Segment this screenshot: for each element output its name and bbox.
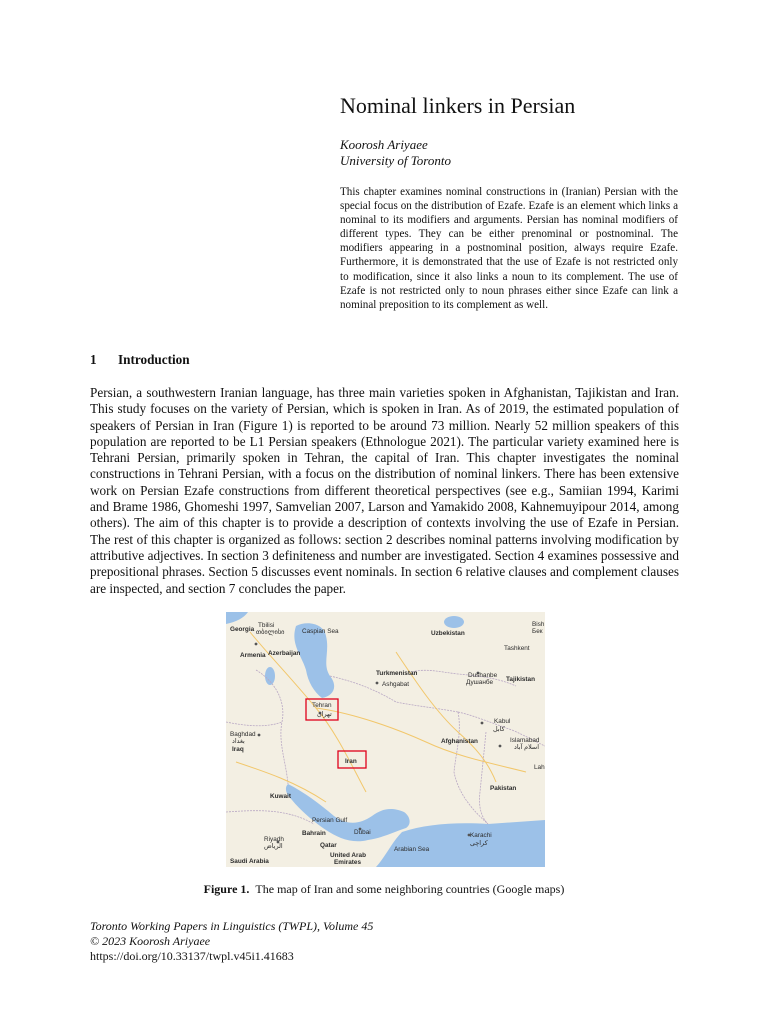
figure-caption-text: The map of Iran and some neighboring countries (Google maps) bbox=[255, 882, 565, 896]
label-uae-line2: Emirates bbox=[334, 859, 361, 866]
author-block bbox=[340, 137, 451, 169]
label-bek: Бек bbox=[532, 628, 543, 635]
label-islamabad: Islamabad bbox=[510, 737, 540, 744]
label-azerbaijan: Azerbaijan bbox=[268, 650, 301, 657]
label-kabul-native: کابل bbox=[493, 726, 505, 733]
section-title: Introduction bbox=[118, 352, 190, 367]
label-islamabad-native: اسلام آباد bbox=[514, 744, 540, 751]
label-armenia: Armenia bbox=[240, 652, 266, 659]
label-caspian: Caspian Sea bbox=[302, 628, 339, 635]
label-saudi-arabia: Saudi Arabia bbox=[230, 858, 269, 865]
label-turkmenistan: Turkmenistan bbox=[376, 670, 418, 677]
label-karachi: Karachi bbox=[470, 832, 492, 839]
paper-title: Nominal linkers in Persian bbox=[340, 93, 576, 118]
label-dushanbe-native: Душанбе bbox=[466, 679, 494, 686]
label-tajikistan: Tajikistan bbox=[506, 676, 536, 683]
label-dushanbe: Dushanbe bbox=[468, 672, 498, 679]
label-qatar: Qatar bbox=[320, 842, 337, 849]
label-karachi-native: کراچی bbox=[470, 840, 488, 847]
abstract: This chapter examines nominal constructions in (Iranian) Persian with the special focus on the distribution of Ezafe. Ezafe is an element which links a nominal to its modifiers and arguments. Persian has nominal modifiers of different types. They can be either prenominal or postnominal. The modifiers appearing in a postnominal position, always require Ezafe. Furthermore, it is demonstrated that the use of Ezafe is not restricted only to modification, since it also links a noun to its complement. The use of Ezafe is not restricted only to noun phrases either since Ezafe can link a nominal preposition to its complement as well. bbox=[340, 186, 678, 311]
label-tbilisi-native: თბილისი bbox=[256, 629, 285, 636]
label-lah: Lah bbox=[534, 764, 545, 771]
map-figure bbox=[226, 612, 545, 867]
label-bahrain: Bahrain bbox=[302, 830, 326, 837]
introduction-paragraph: Persian, a southwestern Iranian language, has three main varieties spoken in Afghanistan, Tajikistan and Iran. This study focuses on the variety of Persian, which is spoken in Iran. As of 2019, the estimated population of speakers of Persian in Iran (Figure 1) is reported to be around 73 million. Nearly 52 million speakers of this population are reported to be L1 Persian speakers (Ethnologue 2021). The particular variety examined here is Tehrani Persian, primarily spoken in Tehran, the capital of Iran. This chapter investigates the nominal constructions in Tehrani Persian, with a focus on the distribution of nominal linkers. There has been extensive work on Persian Ezafe constructions from different theoretical perspectives (see e.g., Samiian 1994, Karimi and Brame 1986, Ghomeshi 1997, Samvelian 2007, Larson and Yamakido 2008, Kahnemuyipour 2014, among others). The aim of this chapter is to provide a description of contexts involving the use of Ezafe in Persian. The rest of this chapter is organized as follows: section 2 describes nominal patterns involving modification by attributive adjectives. In section 3 definiteness and number are investigated. Section 4 examines possessive and prepositional phrases. Section 5 discusses event nominals. In section 6 relative clauses and complement clauses are inspected, and section 7 concludes the paper. bbox=[90, 385, 679, 596]
label-baghdad-native: بغداد bbox=[232, 738, 245, 745]
section-number: 1 bbox=[90, 352, 97, 367]
author-name: Koorosh Ariyaee bbox=[340, 137, 428, 152]
label-uae-line1: United Arab bbox=[330, 852, 366, 859]
label-pakistan: Pakistan bbox=[490, 785, 517, 792]
section-heading bbox=[90, 352, 190, 368]
footer-copyright: © 2023 Koorosh Ariyaee bbox=[90, 934, 211, 948]
label-arabian-sea: Arabian Sea bbox=[394, 846, 430, 853]
label-afghanistan: Afghanistan bbox=[441, 738, 478, 745]
label-tashkent: Tashkent bbox=[504, 645, 530, 652]
label-kuwait: Kuwait bbox=[270, 793, 291, 800]
label-persian-gulf: Persian Gulf bbox=[312, 817, 348, 824]
footer bbox=[90, 919, 373, 964]
footer-journal: Toronto Working Papers in Linguistics (TWPL), Volume 45 bbox=[90, 919, 374, 933]
label-riyadh: Riyadh bbox=[264, 836, 284, 843]
footer-doi-link[interactable]: https://doi.org/10.33137/twpl.v45i1.41683 bbox=[90, 949, 294, 963]
label-tehran-native: تهران bbox=[317, 711, 332, 718]
lake-aral bbox=[444, 616, 464, 628]
label-georgia: Georgia bbox=[230, 626, 255, 633]
label-tbilisi: Tbilisi bbox=[258, 622, 275, 629]
figure-label: Figure 1. bbox=[203, 882, 250, 896]
label-uzbekistan: Uzbekistan bbox=[431, 630, 465, 637]
label-dubai: Dubai bbox=[354, 829, 371, 836]
lake-urmia bbox=[265, 667, 275, 685]
label-tehran: Tehran bbox=[312, 702, 332, 709]
label-riyadh-native: الرياض bbox=[264, 843, 283, 850]
figure-caption bbox=[0, 882, 768, 897]
label-bish: Bish bbox=[532, 621, 545, 628]
author-affiliation: University of Toronto bbox=[340, 153, 451, 168]
map-image bbox=[226, 612, 545, 867]
label-iraq: Iraq bbox=[232, 746, 244, 753]
label-baghdad: Baghdad bbox=[230, 731, 256, 738]
label-iran: Iran bbox=[345, 758, 357, 765]
label-kabul: Kabul bbox=[494, 718, 511, 725]
label-ashgabat: Ashgabat bbox=[382, 681, 410, 688]
